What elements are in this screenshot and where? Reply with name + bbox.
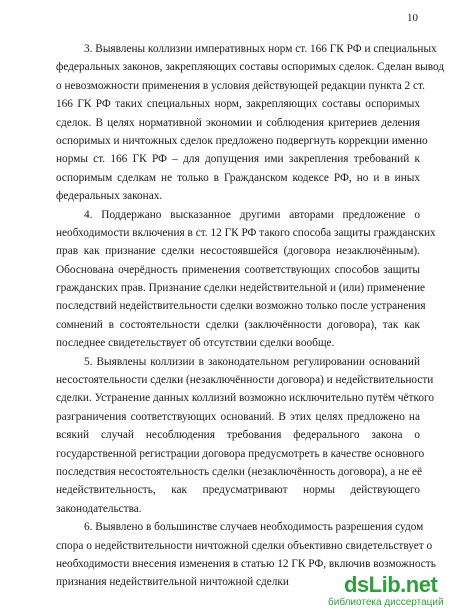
text-line: всякий случай несоблюдения требования федерального закона о [56, 429, 420, 442]
text-line: федеральных законах. [56, 190, 163, 203]
watermark [326, 572, 444, 612]
watermark-logo: dsLib.net [344, 572, 438, 597]
text-line: оспоримых и ничтожных сделок предложено подвергнуть коррекции именно [56, 134, 428, 147]
text-line: Обоснована очерёдность применения соответствующих способов защиты [56, 263, 420, 276]
text-line: законодательства. [56, 502, 142, 515]
text-line: 6. Выявлено в большинстве случаев необходимость разрешения судом [84, 521, 424, 534]
text-line: прав как признание сделки несостоявшейся (договора незаключённым). [56, 245, 420, 258]
text-line: недействительность, как предусматривают нормы действующего [56, 484, 420, 497]
text-line: 166 ГК РФ таких специальных норм, закрепляющих составы оспоримых [56, 98, 420, 111]
page-number: 10 [407, 12, 418, 24]
text-line: последнее свидетельствует об отсутствии сделки вообще. [56, 337, 335, 350]
text-line: 3. Выявлены коллизии императивных норм ст. 166 ГК РФ и специальных [84, 43, 437, 55]
watermark-caption: библиотека диссертаций [328, 597, 444, 608]
text-line: сделок. В целях нормативной экономии и соблюдения критериев деления [56, 116, 420, 129]
text-line: последствия несостоятельность сделки (незаключённость договора), а не её [56, 465, 423, 478]
text-line: сделки. Устранение данных коллизий возможно исключительно путём чёткого [56, 392, 435, 405]
document-body [56, 40, 445, 592]
text-line: признания недействительной ничтожной сделки [56, 576, 289, 589]
text-line: последствий недействительности сделки возможно только после устранения [56, 300, 426, 313]
text-line: 5. Выявлены коллизии в законодательном регулировании оснований [84, 355, 420, 368]
text-line: необходимости включения в ст. 12 ГК РФ такого способа защиты гражданских [56, 226, 436, 239]
text-line: оспоримым сделкам не только в Гражданском кодексе РФ, но и в иных [56, 171, 420, 184]
text-line: федеральных законов, закрепляющих составы оспоримых сделок. Сделан вывод [56, 61, 445, 74]
text-line: спора о недействительности ничтожной сделки объективно свидетельствует о [56, 539, 433, 552]
text-line: 4. Поддержано высказанное другими авторами предложение о [84, 208, 420, 221]
text-line: государственной регистрации договора предусмотреть в качестве основного [56, 447, 425, 460]
text-line: необходимости внесения изменения в статью 12 ГК РФ, включив возможность [56, 557, 436, 570]
text-line: гражданских прав. Признание сделки недействительной и (или) применение [56, 282, 426, 295]
text-line: о невозможности применения в условия действующей редакции пункта 2 ст. [56, 79, 425, 92]
text-line: разграничения соответствующих оснований. В этих целях предложено на [56, 410, 420, 423]
text-line: нормы ст. 166 ГК РФ – для допущения ими закрепления требований к [56, 153, 420, 166]
text-line: несостоятельности сделки (незаключённости договора) и недействительности [56, 374, 434, 387]
text-line: сомнений в состоятельности сделки (заключённости договора), так как [56, 318, 420, 331]
